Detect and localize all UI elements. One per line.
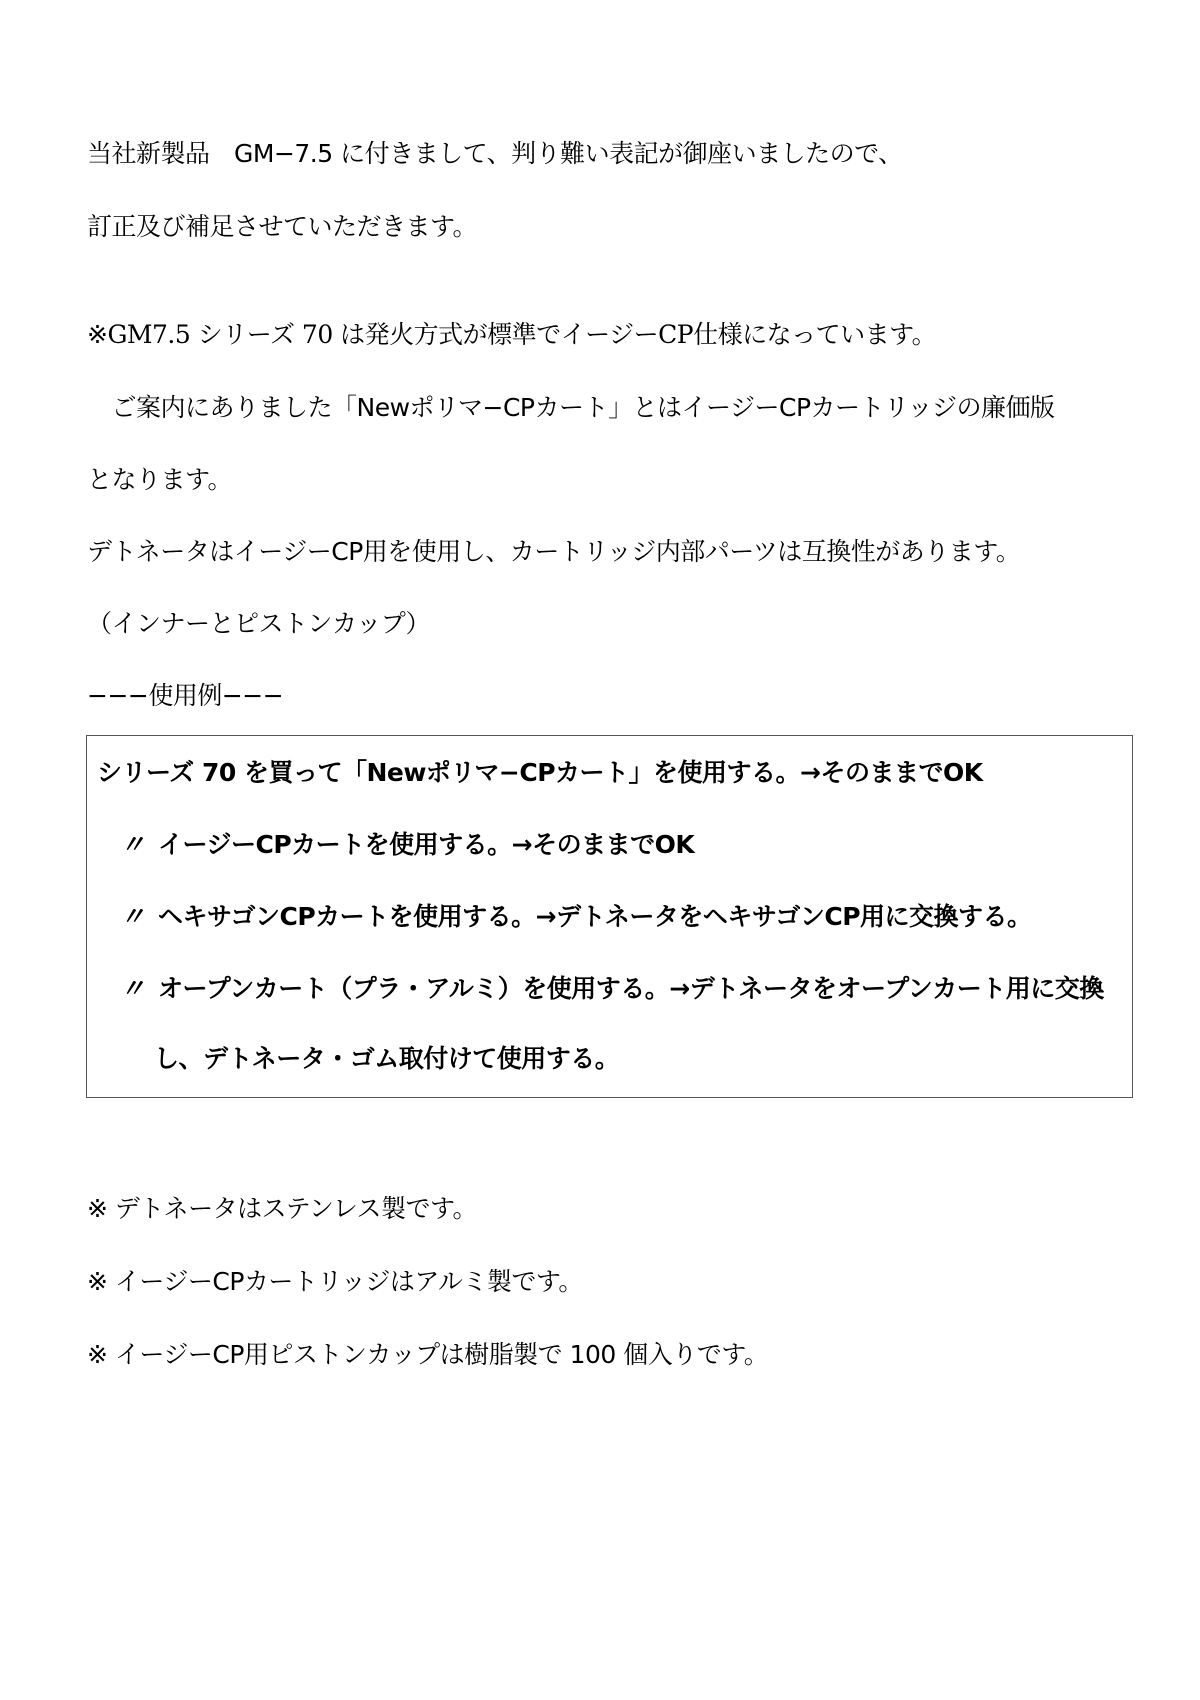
usage-row-4-text: オープンカート（プラ・アルミ）を使用する。→デトネータをオープンカート用に交換 <box>158 974 1104 1003</box>
notice-line-5: （インナーとピストンカップ） <box>87 609 431 638</box>
usage-row-2-text: イージーCPカートを使用する。→そのままでOK <box>158 830 695 859</box>
ditto-mark: 〃 <box>120 830 145 859</box>
usage-row-3 <box>120 900 1032 934</box>
note-3: ※ イージーCP用ピストンカップは樹脂製で 100 個入りです。 <box>87 1340 769 1369</box>
note-2: ※ イージーCPカートリッジはアルミ製です。 <box>87 1267 583 1296</box>
ditto-mark: 〃 <box>120 974 145 1003</box>
usage-row-1: シリーズ 70 を買って「Newポリマ−CPカート」を使用する。→そのままでOK <box>97 758 983 787</box>
notice-line-2: ご案内にありました「Newポリマ−CPカート」とはイージーCPカートリッジの廉価版 <box>87 393 1055 422</box>
usage-heading: −−−使用例−−− <box>87 681 284 710</box>
usage-row-4 <box>120 972 1104 1006</box>
usage-row-4-continued: し、デトネータ・ゴム取付けて使用する。 <box>154 1044 620 1073</box>
usage-example-box <box>86 735 1133 1098</box>
usage-row-3-text: ヘキサゴンCPカートを使用する。→デトネータをヘキサゴンCP用に交換する。 <box>158 902 1032 931</box>
usage-row-2 <box>120 828 694 862</box>
notice-line-1: ※GM7.5 シリーズ 70 は発火方式が標準でイージーCP仕様になっています。 <box>87 320 937 349</box>
notice-line-4: デトネータはイージーCP用を使用し、カートリッジ内部パーツは互換性があります。 <box>87 537 1021 566</box>
note-1: ※ デトネータはステンレス製です。 <box>87 1194 478 1223</box>
ditto-mark: 〃 <box>120 902 145 931</box>
intro-line-1: 当社新製品 GM−7.5 に付きまして、判り難い表記が御座いましたので、 <box>87 139 903 168</box>
notice-line-3: となります。 <box>87 465 233 494</box>
intro-line-2: 訂正及び補足させていただきます。 <box>87 212 478 241</box>
